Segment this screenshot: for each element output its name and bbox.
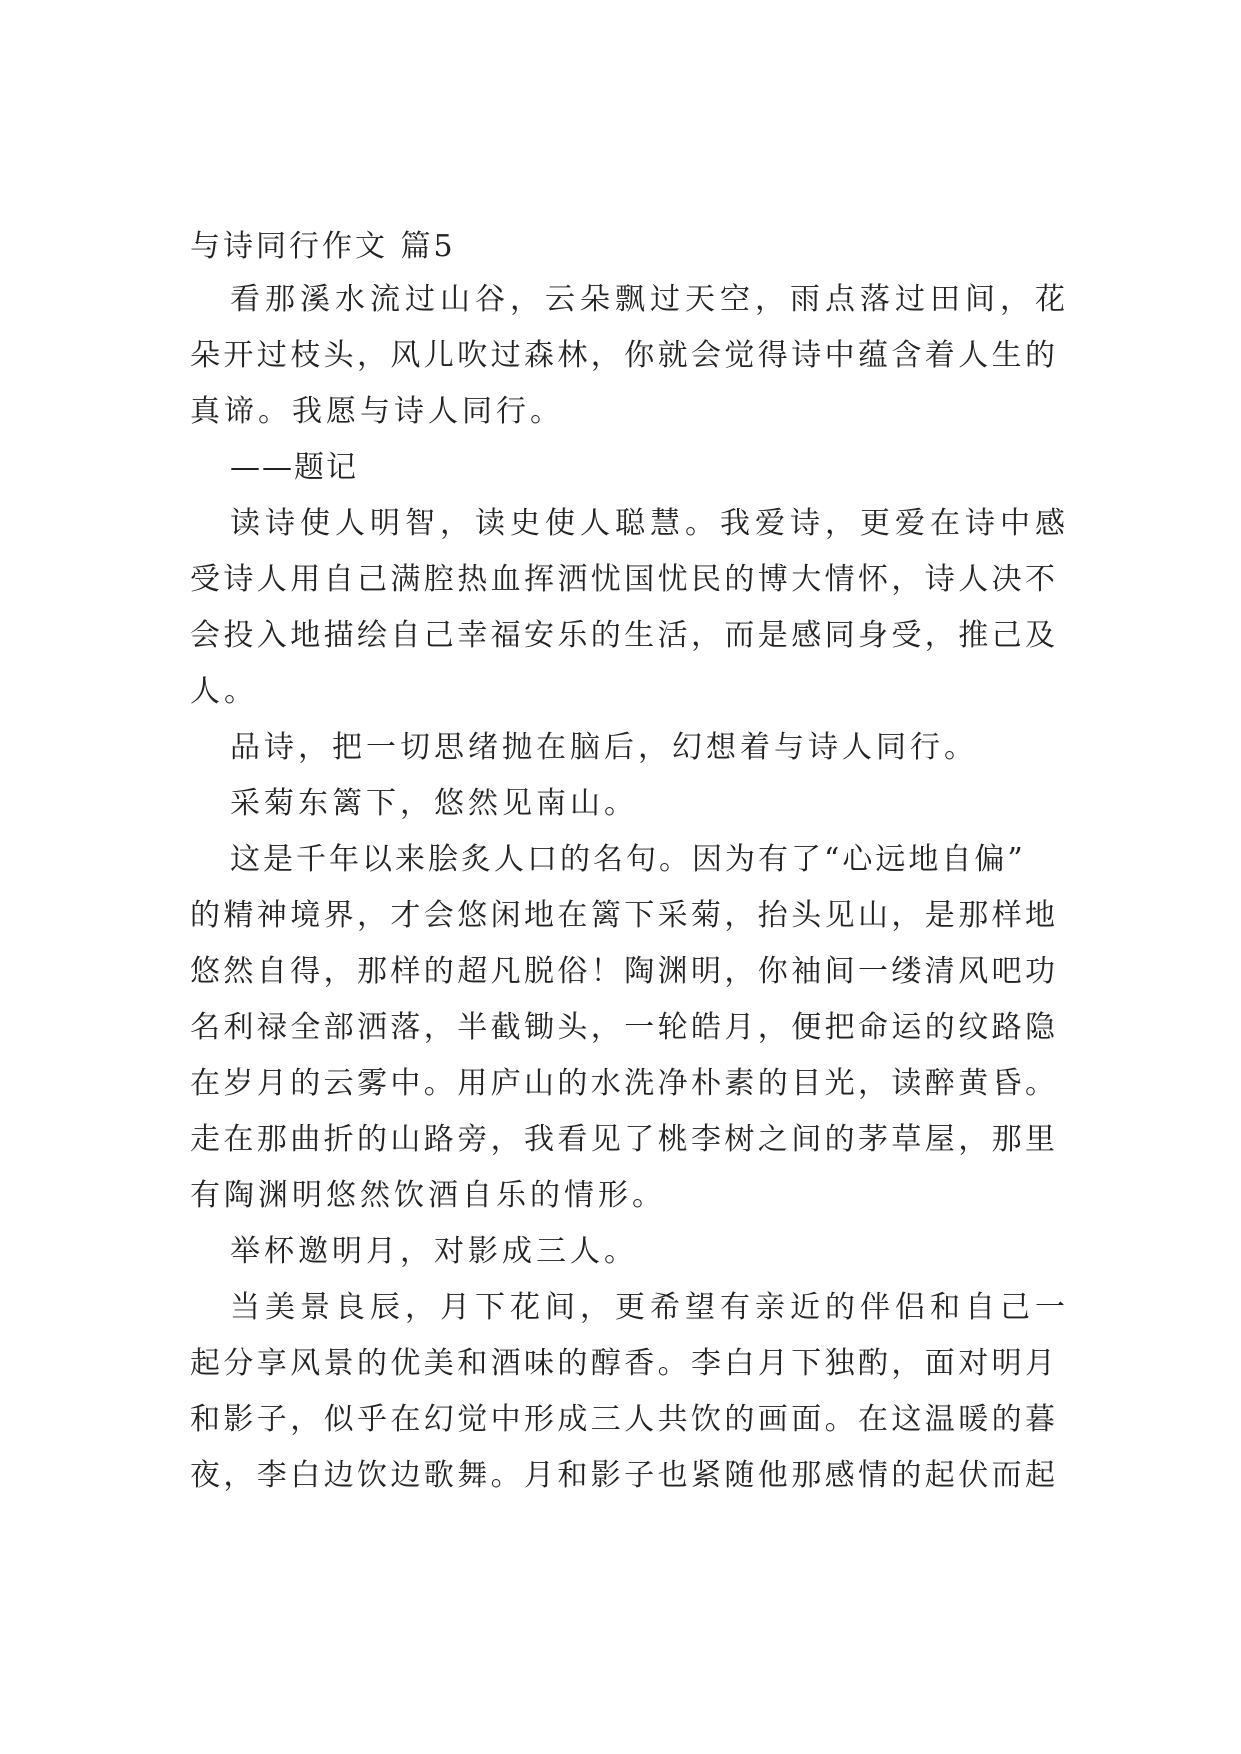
text-line: 读诗使人明智，读史使人聪慧。我爱诗，更爱在诗中感 (230, 506, 1070, 541)
text-line: 真谛。我愿与诗人同行。 (190, 394, 564, 429)
text-line: 会投入地描绘自己幸福安乐的生活，而是感同身受，推己及 (190, 618, 1059, 653)
text-line: 在岁月的云雾中。用庐山的水洗净朴素的目光，读醉黄昏。 (190, 1066, 1059, 1101)
essay-title: 与诗同行作文 篇5 (190, 229, 456, 264)
text-line: 品诗，把一切思绪抛在脑后，幻想着与诗人同行。 (230, 730, 978, 765)
text-line: ——题记 (230, 450, 358, 485)
text-line: 名利禄全部洒落，半截锄头，一轮皓月，便把命运的纹路隐 (190, 1010, 1059, 1045)
text-line: 朵开过枝头，风儿吹过森林，你就会觉得诗中蕴含着人生的 (190, 338, 1059, 373)
text-line: 起分享风景的优美和酒味的醇香。李白月下独酌，面对明月 (190, 1346, 1059, 1381)
text-line: 采菊东篱下，悠然见南山。 (230, 786, 638, 821)
text-line: 悠然自得，那样的超凡脱俗！陶渊明，你袖间一缕清风吧功 (190, 954, 1059, 989)
text-line: 和影子，似乎在幻觉中形成三人共饮的画面。在这温暖的暮 (190, 1402, 1059, 1437)
text-line: 看那溪水流过山谷，云朵飘过天空，雨点落过田间，花 (230, 282, 1070, 317)
text-line: 的精神境界，才会悠闲地在篱下采菊，抬头见山，是那样地 (190, 898, 1059, 933)
text-line: 有陶渊明悠然饮酒自乐的情形。 (190, 1178, 666, 1213)
text-line: 夜，李白边饮边歌舞。月和影子也紧随他那感情的起伏而起 (190, 1458, 1059, 1493)
text-line: 走在那曲折的山路旁，我看见了桃李树之间的茅草屋，那里 (190, 1122, 1059, 1157)
text-line: 举杯邀明月，对影成三人。 (230, 1234, 638, 1269)
text-line: 人。 (190, 674, 258, 709)
text-line: 受诗人用自己满腔热血挥洒忧国忧民的博大情怀，诗人决不 (190, 562, 1059, 597)
text-line: 这是千年以来脍炙人口的名句。因为有了“心远地自偏” (230, 842, 1026, 877)
text-line: 当美景良辰，月下花间，更希望有亲近的伴侣和自己一 (230, 1290, 1070, 1325)
